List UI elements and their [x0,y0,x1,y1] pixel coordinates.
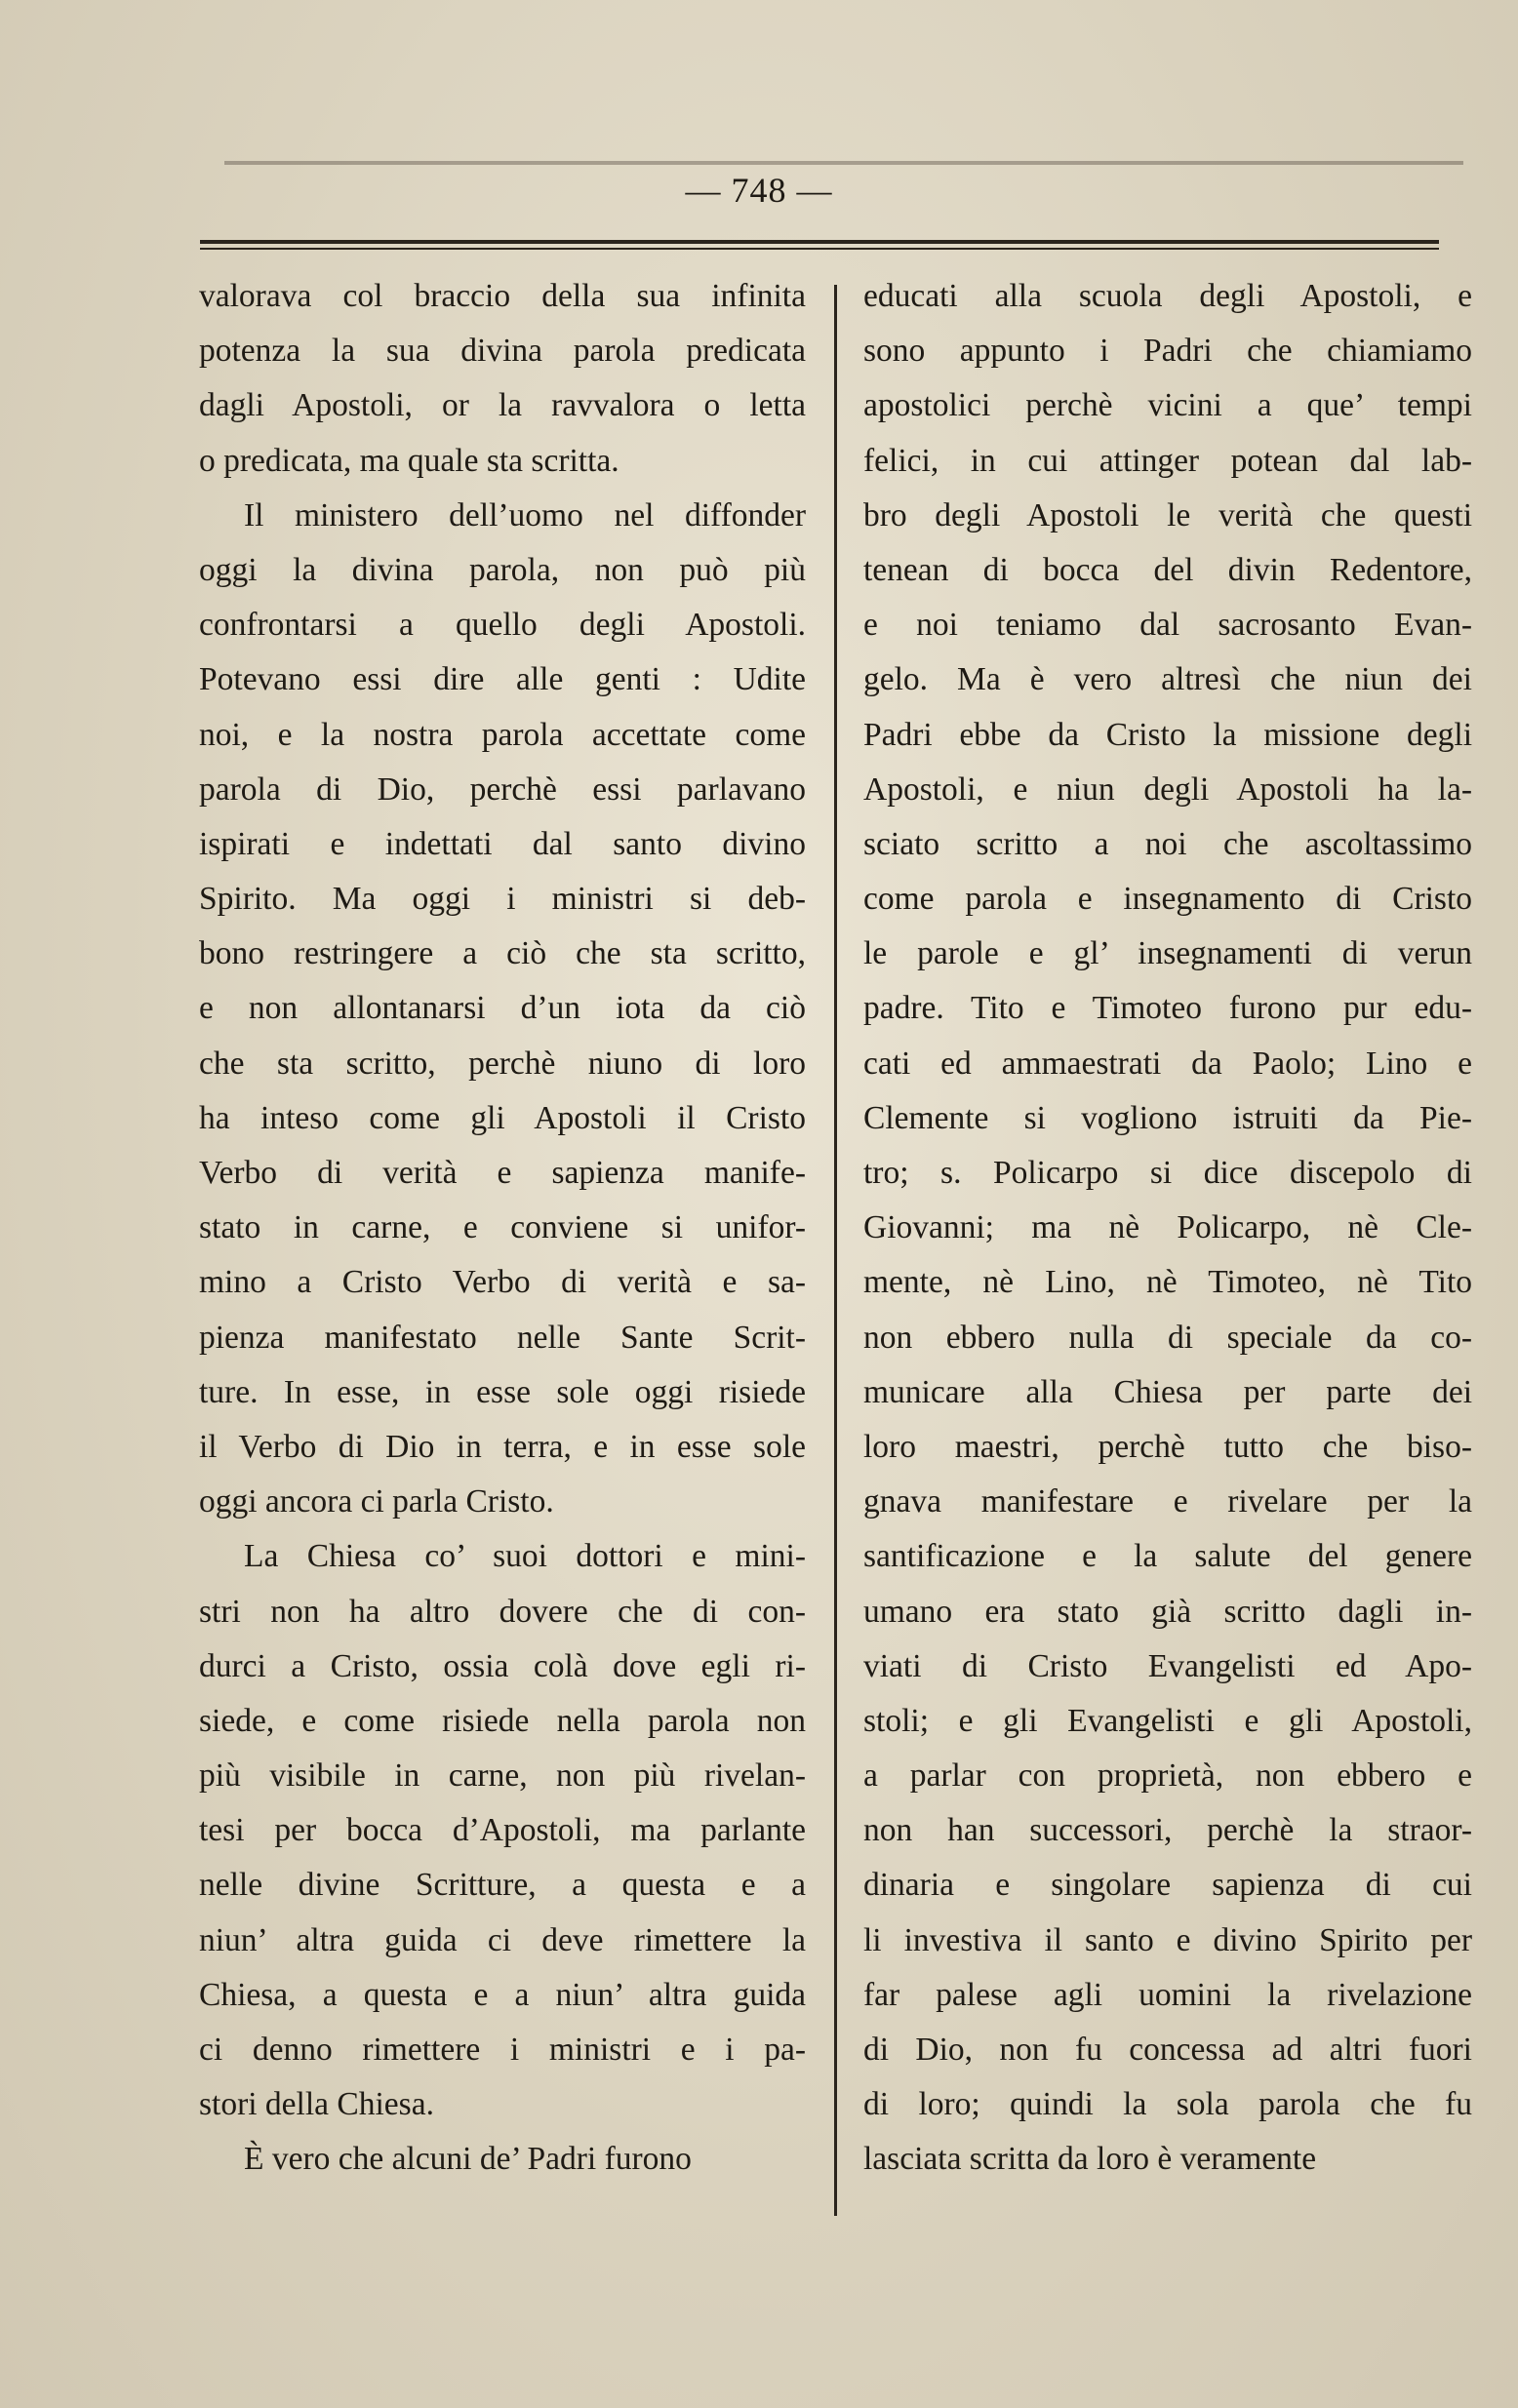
page-number: — 748 — [685,171,833,210]
right-column-line: bro degli Apostoli le verità che questi [863,496,1472,533]
left-column-line: La Chiesa co’ suoi dottori e mini- [244,1538,806,1575]
right-column-line: Giovanni; ma nè Policarpo, nè Cle- [863,1209,1472,1246]
left-column-line: che sta scritto, perchè niuno di loro [199,1045,806,1082]
right-column-line: e noi teniamo dal sacrosanto Evan- [863,607,1472,644]
left-column-line: ispirati e indettati dal santo divino [199,825,806,862]
left-column-line: oggi ancora ci parla Cristo. [199,1483,554,1520]
left-column-line: Il ministero dell’uomo nel diffonder [244,496,806,533]
left-column-line: niun’ altra guida ci deve rimettere la [199,1921,806,1958]
left-column-line: Verbo di verità e sapienza manife- [199,1155,806,1191]
right-column-line: le parole e gl’ insegnamenti di verun [863,935,1472,972]
left-column-line: e non allontanarsi d’un iota da ciò [199,990,806,1027]
right-column [863,269,1472,2188]
right-column-line: Apostoli, e niun degli Apostoli ha la- [863,770,1472,808]
right-column-line: gnava manifestare e rivelare per la [863,1483,1472,1520]
right-column-line: non ebbero nulla di speciale da co- [863,1319,1472,1356]
right-column-line: padre. Tito e Timoteo furono pur edu- [863,990,1472,1027]
left-column-line: È vero che alcuni de’ Padri furono [244,2141,692,2178]
left-column-line: stori della Chiesa. [199,2086,434,2123]
left-column-line: parola di Dio, perchè essi parlavano [199,770,806,808]
right-column-line: dinaria e singolare sapienza di cui [863,1867,1472,1904]
right-column-line: non han successori, perchè la straor- [863,1812,1472,1849]
right-column-line: santificazione e la salute del genere [863,1538,1472,1575]
left-column-line: stato in carne, e conviene si unifor- [199,1209,806,1246]
right-column-line: cati ed ammaestrati da Paolo; Lino e [863,1045,1472,1082]
left-column-line: dagli Apostoli, or la ravvalora o letta [199,387,806,424]
right-column-line: educati alla scuola degli Apostoli, e [863,278,1472,314]
left-column-line: pienza manifestato nelle Sante Scrit- [199,1319,806,1356]
right-column-line: mente, nè Lino, nè Timoteo, nè Tito [863,1264,1472,1301]
right-column-line: apostolici perchè vicini a que’ tempi [863,387,1472,424]
left-column-line: bono restringere a ciò che sta scritto, [199,935,806,972]
left-column-line: o predicata, ma quale sta scritta. [199,442,619,479]
left-column [199,269,806,2188]
header-rule [200,240,1439,244]
left-column-line: Chiesa, a questa e a niun’ altra guida [199,1976,806,2013]
left-column-line: tesi per bocca d’Apostoli, ma parlante [199,1812,806,1849]
left-column-line: durci a Cristo, ossia colà dove egli ri- [199,1647,806,1684]
left-column-line: ci denno rimettere i ministri e i pa- [199,2032,806,2068]
right-column-line: di Dio, non fu concessa ad altri fuori [863,2032,1472,2068]
right-column-line: loro maestri, perchè tutto che biso- [863,1428,1472,1465]
right-column-line: lasciata scritta da loro è veramente [863,2141,1317,2178]
right-column-line: stoli; e gli Evangelisti e gli Apostoli, [863,1702,1472,1739]
left-column-line: potenza la sua divina parola predicata [199,333,806,370]
right-column-line: sono appunto i Padri che chiamiamo [863,333,1472,370]
column-divider [834,285,837,2216]
left-column-line: oggi la divina parola, non può più [199,551,806,588]
right-column-line: tenean di bocca del divin Redentore, [863,551,1472,588]
right-column-line: Clemente si vogliono istruiti da Pie- [863,1099,1472,1136]
left-column-line: ha inteso come gli Apostoli il Cristo [199,1099,806,1136]
left-column-line: mino a Cristo Verbo di verità e sa- [199,1264,806,1301]
right-column-line: far palese agli uomini la rivelazione [863,1976,1472,2013]
right-column-line: Padri ebbe da Cristo la missione degli [863,716,1472,753]
left-column-line: siede, e come risiede nella parola non [199,1702,806,1739]
header-rule-thin [200,248,1439,250]
right-column-line: viati di Cristo Evangelisti ed Apo- [863,1647,1472,1684]
left-column-line: valorava col braccio della sua infinita [199,278,806,314]
left-column-line: confrontarsi a quello degli Apostoli. [199,607,806,644]
right-column-line: felici, in cui attinger potean dal lab- [863,442,1472,479]
right-column-line: li investiva il santo e divino Spirito per [863,1921,1472,1958]
right-column-line: tro; s. Policarpo si dice discepolo di [863,1155,1472,1191]
bleed-through-rule [224,161,1463,165]
left-column-line: stri non ha altro dovere che di con- [199,1593,806,1630]
right-column-line: municare alla Chiesa per parte dei [863,1373,1472,1410]
left-column-line: Spirito. Ma oggi i ministri si deb- [199,881,806,918]
right-column-line: sciato scritto a noi che ascoltassimo [863,825,1472,862]
left-column-line: nelle divine Scritture, a questa e a [199,1867,806,1904]
right-column-line: gelo. Ma è vero altresì che niun dei [863,661,1472,698]
left-column-line: ture. In esse, in esse sole oggi risiede [199,1373,806,1410]
left-column-line: Potevano essi dire alle genti : Udite [199,661,806,698]
right-column-line: a parlar con proprietà, non ebbero e [863,1757,1472,1795]
left-column-line: più visibile in carne, non più rivelan- [199,1757,806,1795]
left-column-line: il Verbo di Dio in terra, e in esse sole [199,1428,806,1465]
left-column-line: noi, e la nostra parola accettate come [199,716,806,753]
right-column-line: come parola e insegnamento di Cristo [863,881,1472,918]
right-column-line: umano era stato già scritto dagli in- [863,1593,1472,1630]
right-column-line: di loro; quindi la sola parola che fu [863,2086,1472,2123]
